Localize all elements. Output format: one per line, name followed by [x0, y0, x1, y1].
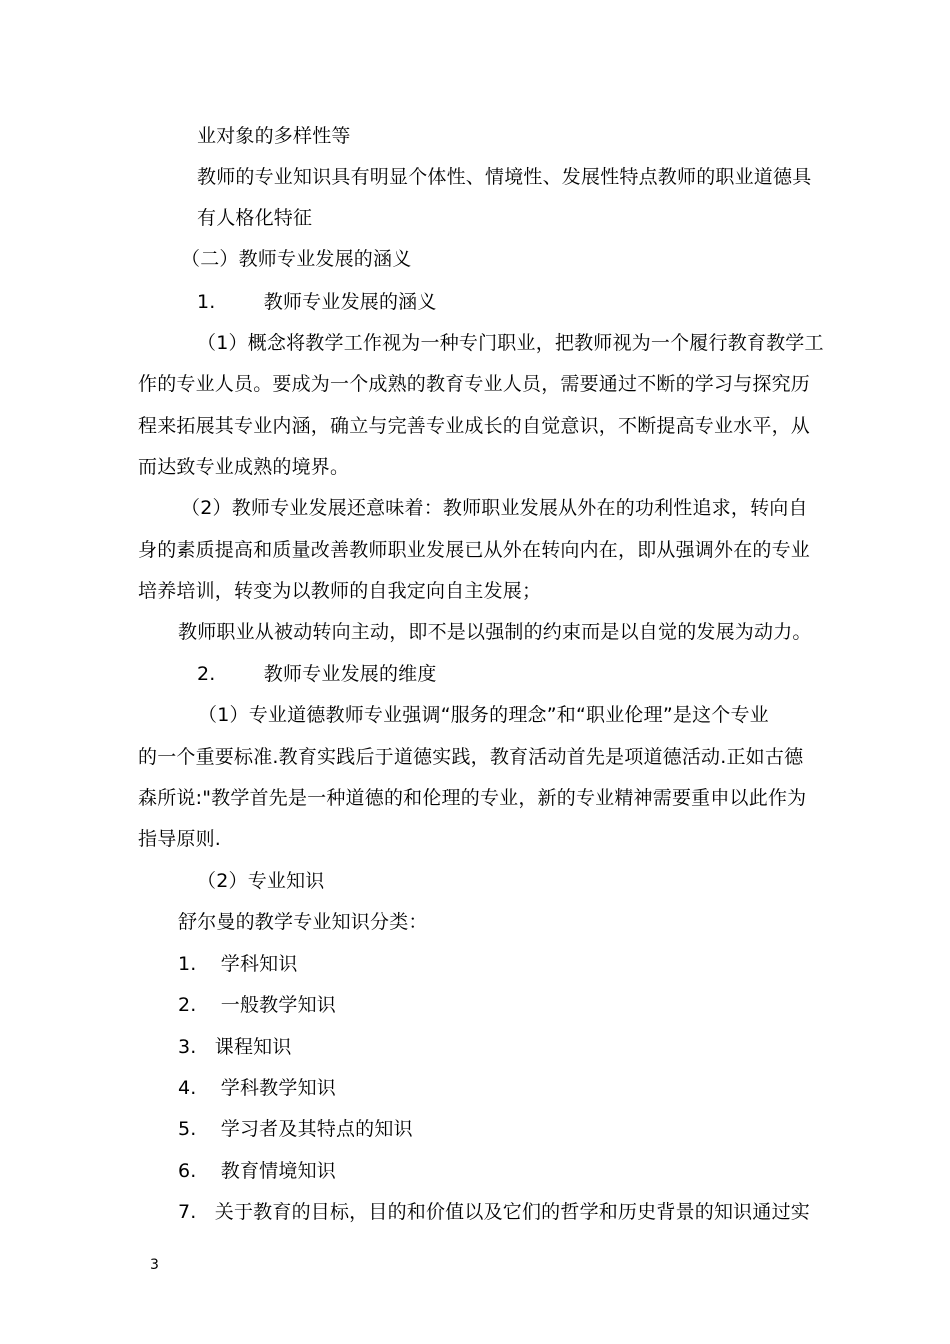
paragraph-line: 作的专业人员。要成为一个成熟的教育专业人员，需要通过不断的学习与探究历 [138, 373, 811, 395]
list-item-text: 课程知识 [214, 1036, 292, 1058]
heading-text: 教师专业发展的涵义 [263, 291, 437, 313]
paragraph-line: 身的素质提高和质量改善教师职业发展已从外在转向内在，即从强调外在的专业 [138, 539, 811, 561]
subsection-heading [197, 290, 437, 314]
list-item-number: 4. [178, 1077, 197, 1099]
list-item [178, 1159, 336, 1183]
paragraph-line: 指导原则. [138, 828, 222, 850]
paragraph-line: 教师职业从被动转向主动，即不是以强制的约束而是以自觉的发展为动力。 [178, 621, 812, 643]
paragraph-line: （2）教师专业发展还意味着：教师职业发展从外在的功利性追求，转向自 [181, 497, 808, 519]
list-item-text: 学科教学知识 [220, 1077, 336, 1099]
list-item [178, 1076, 336, 1100]
list-item [178, 993, 336, 1017]
subsection-heading [197, 662, 437, 686]
page-number: 3 [150, 1257, 159, 1273]
paragraph-line: 程来拓展其专业内涵，确立与完善专业成长的自觉意识，不断提高专业水平，从 [138, 415, 811, 437]
list-item-text: 关于教育的目标，目的和价值以及它们的哲学和历史背景的知识通过实 [214, 1201, 810, 1223]
paragraph-line: 森所说:"教学首先是一种道德的和伦理的专业，新的专业精神需要重申以此作为 [138, 787, 807, 809]
heading-number: 1. [197, 291, 216, 313]
list-item-text: 学科知识 [220, 953, 298, 975]
paragraph-line: 业对象的多样性等 [197, 125, 351, 147]
list-item [178, 1117, 413, 1141]
heading-text: 教师专业发展的维度 [263, 663, 437, 685]
list-item-text: 教育情境知识 [220, 1160, 336, 1182]
list-item-number: 1. [178, 953, 197, 975]
list-item-number: 2. [178, 994, 197, 1016]
list-item-number: 3. [178, 1036, 197, 1058]
paragraph-line: 而达致专业成熟的境界。 [138, 456, 350, 478]
list-item-number: 6. [178, 1160, 197, 1182]
list-item-text: 一般教学知识 [220, 994, 336, 1016]
paragraph-line: 培养培训，转变为以教师的自我定向自主发展； [138, 580, 542, 602]
paragraph-line: 有人格化特征 [197, 207, 313, 229]
list-item [178, 952, 298, 976]
paragraph-line: 舒尔曼的教学专业知识分类： [178, 911, 428, 933]
list-item [178, 1200, 810, 1224]
paragraph-line: （2）专业知识 [197, 870, 325, 892]
heading-number: 2. [197, 663, 216, 685]
paragraph-line: （1）概念将教学工作视为一种专门职业，把教师视为一个履行教育教学工 [197, 332, 824, 354]
paragraph-line: （1）专业道德教师专业强调“服务的理念”和“职业伦理”是这个专业 [198, 704, 769, 726]
list-item-number: 5. [178, 1118, 197, 1140]
list-item-text: 学习者及其特点的知识 [220, 1118, 413, 1140]
list-item [178, 1035, 292, 1059]
paragraph-line: 教师的专业知识具有明显个体性、情境性、发展性特点教师的职业道德具 [197, 166, 812, 188]
list-item-number: 7. [178, 1201, 197, 1223]
paragraph-line: 的一个重要标准.教育实践后于道德实践，教育活动首先是项道德活动.正如古德 [138, 746, 804, 768]
section-heading: （二）教师专业发展的涵义 [181, 248, 412, 270]
